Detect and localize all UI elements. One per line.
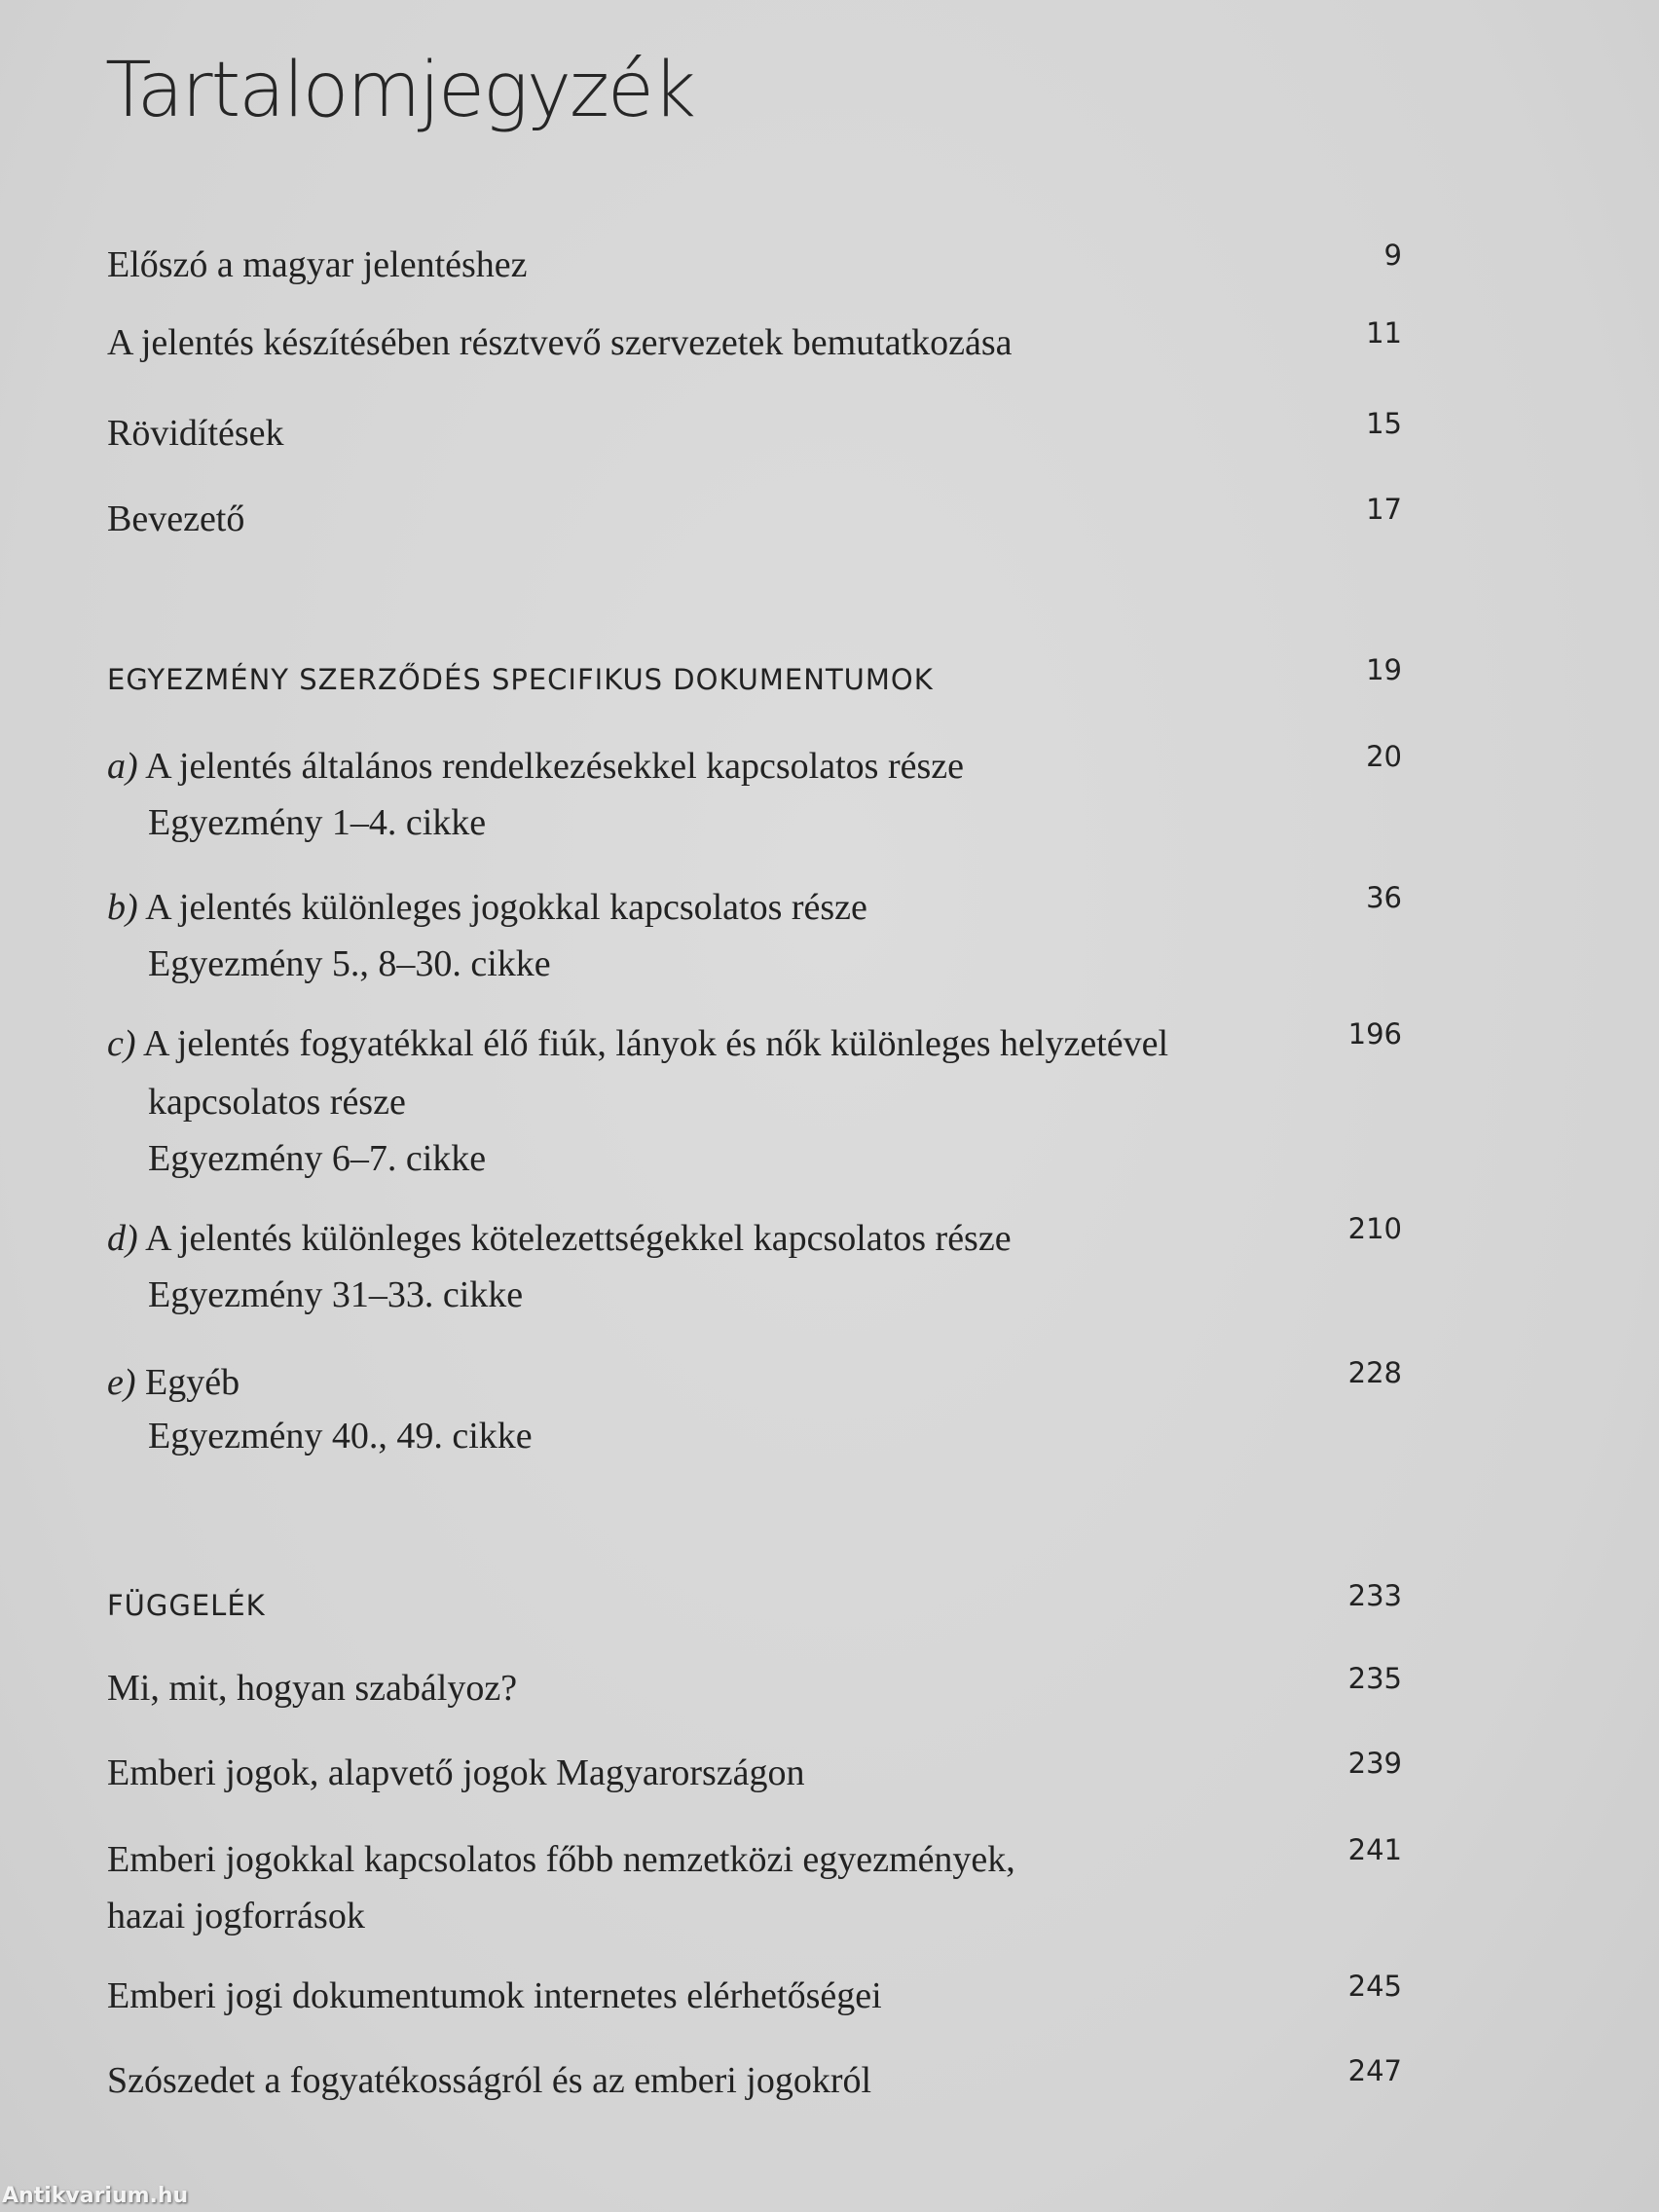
section-heading <box>107 1581 1402 1630</box>
entry-label: c) <box>107 1023 136 1064</box>
watermark: Antikvarium.hu <box>2 2184 189 2208</box>
page-number: 36 <box>1366 881 1402 914</box>
page-number: 233 <box>1347 1579 1402 1612</box>
page-number: 241 <box>1347 1833 1402 1866</box>
page-number: 15 <box>1366 407 1402 440</box>
entry-subtitle: Egyezmény 31–33. cikke <box>148 1274 524 1315</box>
page-number: 239 <box>1347 1747 1402 1780</box>
toc-entry <box>107 1972 1402 2020</box>
toc-entry <box>107 1017 1402 1179</box>
section-heading <box>107 655 1402 704</box>
toc-entry <box>107 881 1402 984</box>
page-number: 228 <box>1347 1356 1402 1389</box>
toc-entry <box>107 2056 1402 2105</box>
entry-title: FÜGGELÉK <box>107 1589 266 1622</box>
page-number: 247 <box>1347 2054 1402 2087</box>
toc-entry <box>107 240 1402 289</box>
entry-label: e) <box>107 1362 136 1403</box>
toc-entry <box>107 1664 1402 1713</box>
entry-title: Mi, mit, hogyan szabályoz? <box>107 1668 518 1709</box>
page-title: Tartalomjegyzék <box>105 47 695 134</box>
entry-subtitle: Egyezmény 6–7. cikke <box>148 1138 487 1179</box>
entry-title: Előszó a magyar jelentéshez <box>107 244 528 285</box>
entry-label: a) <box>107 746 138 787</box>
toc-entry <box>107 1356 1402 1456</box>
entry-title-continued: kapcsolatos része <box>148 1082 406 1123</box>
toc-entry <box>107 318 1402 367</box>
entry-title: A jelentés fogyatékkal élő fiúk, lányok és nők különleges helyzetével <box>142 1023 1169 1064</box>
page-number: 210 <box>1347 1212 1402 1245</box>
page-number: 11 <box>1366 316 1402 350</box>
page-number: 235 <box>1347 1662 1402 1695</box>
entry-title: A jelentés készítésében résztvevő szervezetek bemutatkozása <box>107 322 1013 363</box>
entry-title: Emberi jogok, alapvető jogok Magyarországon <box>107 1752 805 1793</box>
entry-title: Bevezető <box>107 498 245 539</box>
page-number: 20 <box>1366 740 1402 773</box>
page-number: 19 <box>1366 653 1402 686</box>
toc-entry <box>107 1833 1402 1936</box>
entry-title: Szószedet a fogyatékosságról és az emberi jogokról <box>107 2060 872 2101</box>
entry-subtitle: Egyezmény 5., 8–30. cikke <box>148 943 551 984</box>
entry-subtitle: Egyezmény 40., 49. cikke <box>148 1416 533 1456</box>
entry-title: A jelentés különleges kötelezettségekkel kapcsolatos része <box>145 1218 1012 1259</box>
entry-title: Rövidítések <box>107 413 284 454</box>
toc-entry <box>107 495 1402 543</box>
entry-label: b) <box>107 887 138 928</box>
toc-entry <box>107 1749 1402 1797</box>
toc-entry <box>107 740 1402 843</box>
toc-entry <box>107 1212 1402 1315</box>
entry-title: EGYEZMÉNY SZERZŐDÉS SPECIFIKUS DOKUMENTUMOK <box>107 663 934 696</box>
page-number: 9 <box>1383 239 1402 272</box>
entry-title: A jelentés különleges jogokkal kapcsolatos része <box>145 887 867 928</box>
page-number: 245 <box>1347 1970 1402 2003</box>
entry-subtitle: Egyezmény 1–4. cikke <box>148 802 487 843</box>
entry-title-continued: hazai jogforrások <box>107 1896 365 1936</box>
toc-entry <box>107 409 1402 458</box>
entry-title: Egyéb <box>145 1362 240 1403</box>
page-number: 196 <box>1347 1017 1402 1051</box>
entry-title: Emberi jogi dokumentumok internetes elérhetőségei <box>107 1975 882 2016</box>
entry-label: d) <box>107 1218 138 1259</box>
entry-title: A jelentés általános rendelkezésekkel kapcsolatos része <box>145 746 964 787</box>
entry-title: Emberi jogokkal kapcsolatos főbb nemzetközi egyezmények, <box>107 1839 1015 1880</box>
page-number: 17 <box>1366 493 1402 526</box>
